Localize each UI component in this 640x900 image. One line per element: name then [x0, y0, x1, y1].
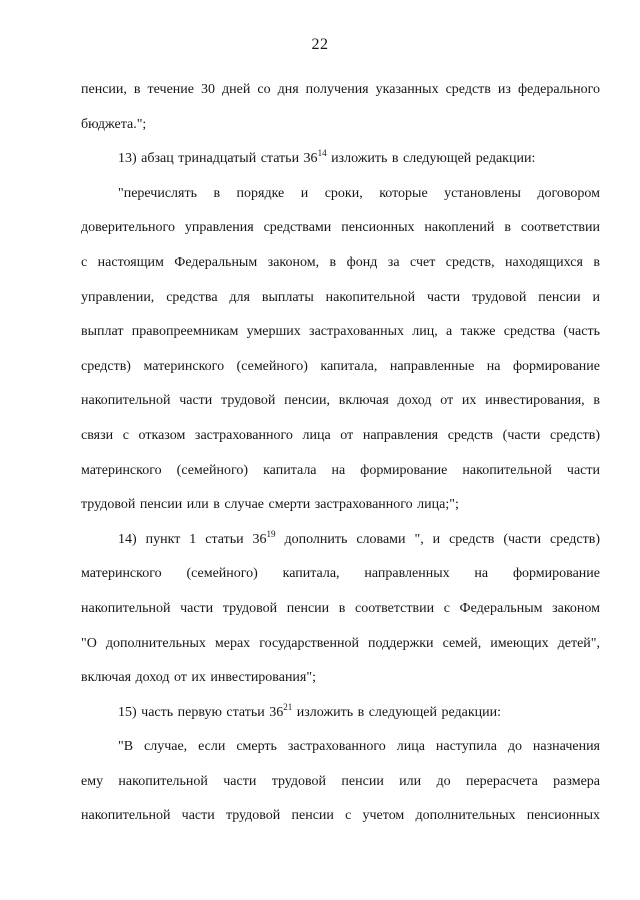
text-line: [81, 419, 600, 454]
text-segment: материнского (семейного) капитала, направленных на формирование: [81, 566, 600, 582]
text-line: [81, 730, 600, 765]
text-segment: доверительного управления средствами пенсионных накоплений в соответствии: [81, 220, 600, 236]
text-line: [81, 523, 600, 558]
text-segment: 15) часть первую статьи 36: [118, 704, 284, 720]
text-segment: накопительной части трудовой пенсии, включая доход от их инвестирования, в: [81, 393, 600, 409]
text-line: [81, 246, 600, 281]
page-number: 22: [311, 36, 329, 53]
text-segment: "О дополнительных мерах государственной поддержки семей, имеющих детей",: [81, 635, 600, 651]
text-line: [81, 592, 600, 627]
superscript-article-number: 14: [317, 148, 327, 159]
superscript-article-number: 21: [283, 701, 293, 712]
text-line: [81, 177, 600, 212]
text-segment: изложить в следующей редакции:: [292, 704, 502, 720]
text-segment: трудовой пенсии или в случае смерти застрахованного лица;";: [81, 497, 459, 513]
text-line: [81, 696, 600, 731]
text-segment: дополнить словами ", и средств (части средств): [275, 531, 600, 547]
text-line: [81, 281, 600, 316]
text-segment: включая доход от их инвестирования";: [81, 670, 316, 686]
text-segment: управлении, средства для выплаты накопительной части трудовой пенсии и: [81, 289, 600, 305]
text-segment: 14) пункт 1 статьи 36: [118, 531, 267, 547]
text-segment: выплат правопреемникам умерших застрахованных лиц, а также средства (часть: [81, 324, 600, 340]
text-line: [81, 384, 600, 419]
text-segment: средств) материнского (семейного) капитала, направленные на формирование: [81, 358, 600, 374]
text-segment: "В случае, если смерть застрахованного лица наступила до назначения: [118, 739, 600, 755]
text-line: [81, 142, 600, 177]
text-line: [81, 557, 600, 592]
text-line: [81, 108, 600, 143]
text-segment: бюджета.";: [81, 116, 147, 132]
text-segment: 13) абзац тринадцатый статьи 36: [118, 151, 318, 167]
text-segment: пенсии, в течение 30 дней со дня получения указанных средств из федерального: [81, 82, 600, 97]
text-line: [81, 454, 600, 489]
text-segment: изложить в следующей редакции:: [326, 151, 536, 167]
text-segment: накопительной части трудовой пенсии в соответствии с Федеральным законом: [81, 600, 600, 616]
text-segment: связи с отказом застрахованного лица от направления средств (части средств): [81, 427, 600, 443]
text-segment: "перечислять в порядке и сроки, которые установлены договором: [118, 185, 600, 201]
text-line: [81, 488, 600, 523]
text-line: [81, 765, 600, 800]
text-line: [81, 627, 600, 662]
text-line: [81, 315, 600, 350]
text-segment: накопительной части трудовой пенсии с учетом дополнительных пенсионных: [81, 808, 600, 824]
text-line: [81, 350, 600, 385]
document-body: [81, 73, 600, 834]
text-segment: ему накопительной части трудовой пенсии или до перерасчета размера: [81, 773, 600, 789]
text-line: [81, 211, 600, 246]
text-segment: с настоящим Федеральным законом, в фонд за счет средств, находящихся в: [81, 254, 600, 270]
text-line: [81, 799, 600, 834]
text-line: [81, 73, 600, 108]
superscript-article-number: 19: [266, 528, 276, 539]
text-segment: материнского (семейного) капитала на формирование накопительной части: [81, 462, 600, 478]
text-line: [81, 661, 600, 696]
